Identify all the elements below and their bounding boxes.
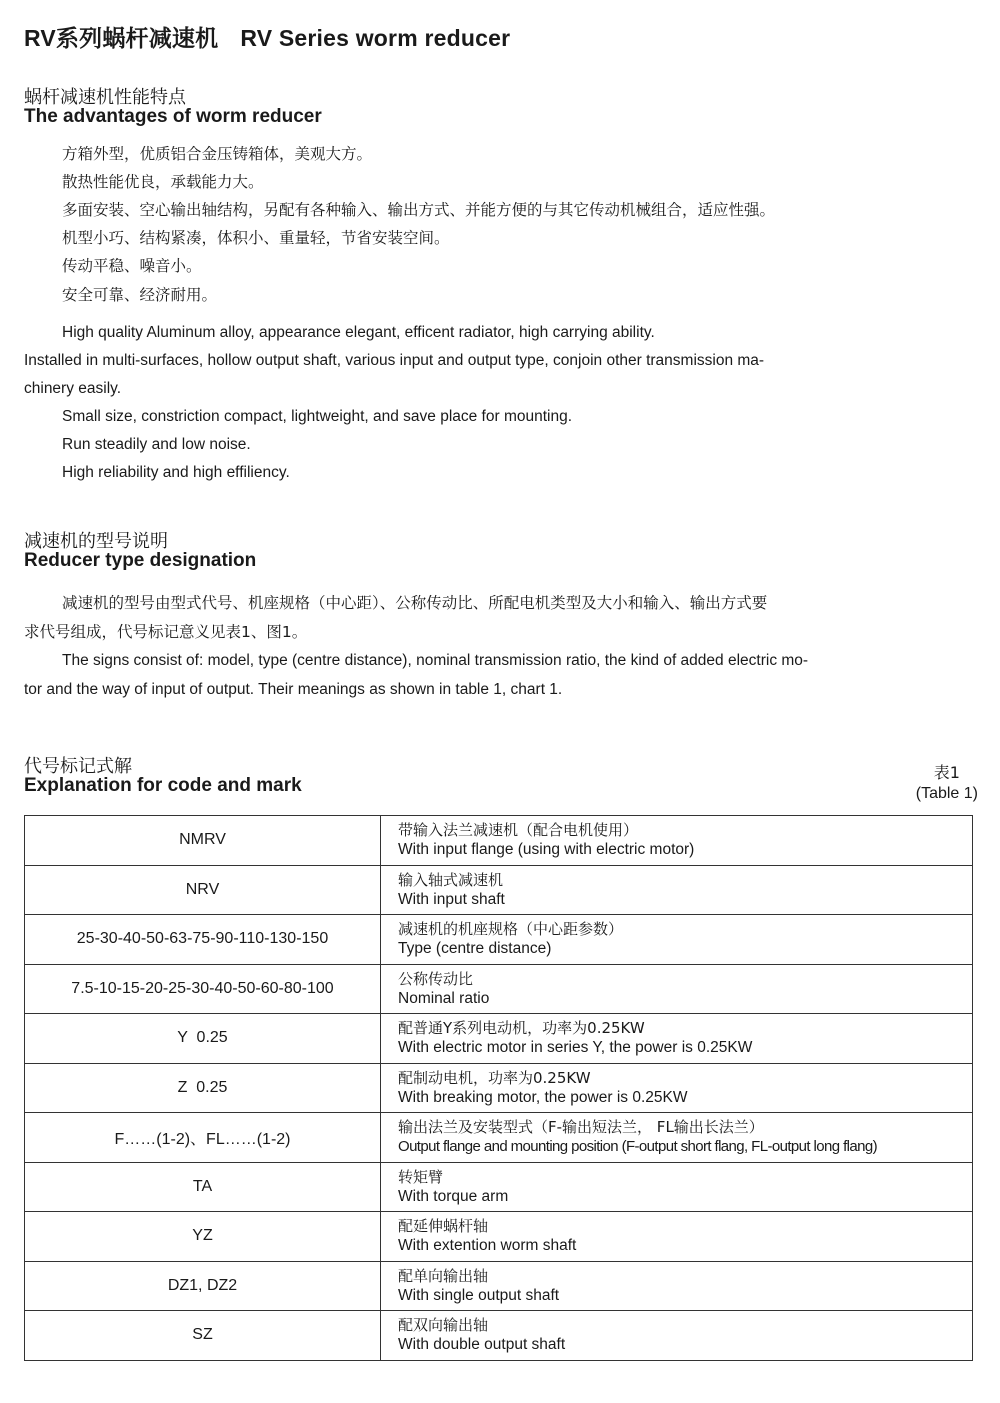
- description-zh: 转矩臂: [398, 1167, 444, 1186]
- advantage-zh-line: 机型小巧、结构紧凑，体积小、重量轻，节省安装空间。: [62, 229, 450, 247]
- advantage-en-line: High quality Aluminum alloy, appearance elegant, efficent radiator, high carrying ability.: [62, 324, 655, 341]
- code-cell: DZ1, DZ2: [25, 1261, 381, 1311]
- code-cell: YZ: [25, 1212, 381, 1262]
- description-en: Type (centre distance): [398, 940, 552, 958]
- advantage-zh-line: 方箱外型，优质铝合金压铸箱体，美观大方。: [62, 145, 373, 163]
- table-label-zh: 表1: [933, 763, 960, 782]
- advantage-zh-line: 散热性能优良，承载能力大。: [62, 173, 264, 191]
- description-cell: [381, 915, 973, 965]
- designation-en-line: The signs consist of: model, type (centre distance), nominal transmission ratio, the kind of added electric mo-: [62, 652, 809, 669]
- table-row: [25, 1162, 973, 1212]
- page-title: [24, 20, 510, 53]
- advantage-en-line: Run steadily and low noise.: [62, 436, 251, 453]
- description-zh: 配延伸蜗杆轴: [398, 1217, 489, 1236]
- advantage-en-line: chinery easily.: [24, 380, 122, 397]
- table-row: [25, 1063, 973, 1113]
- advantages-heading-en: The advantages of worm reducer: [24, 106, 322, 127]
- advantage-zh-line: 传动平稳、噪音小。: [62, 257, 202, 275]
- advantages-heading-zh: 蜗杆减速机性能特点: [24, 87, 186, 108]
- advantage-en-line: Installed in multi-surfaces, hollow output shaft, various input and output type, conjoin other transmission ma-: [24, 352, 765, 369]
- page-title-en: RV Series worm reducer: [240, 25, 511, 51]
- description-en: With single output shaft: [398, 1286, 560, 1304]
- code-cell: Z 0.25: [25, 1063, 381, 1113]
- description-zh: 配单向输出轴: [398, 1266, 489, 1285]
- description-cell: [381, 1261, 973, 1311]
- description-zh: 配制动电机，功率为0.25KW: [398, 1068, 591, 1087]
- designation-zh-line: 求代号组成，代号标记意义见表1、图1。: [24, 623, 308, 641]
- description-zh: 减速机的机座规格（中心距参数）: [398, 920, 624, 939]
- designation-en-line: tor and the way of input of output. Their meanings as shown in table 1, chart 1.: [24, 681, 563, 698]
- table-row: [25, 816, 973, 866]
- code-cell: Y 0.25: [25, 1014, 381, 1064]
- description-en: With torque arm: [398, 1187, 509, 1205]
- advantage-zh-line: 安全可靠、经济耐用。: [62, 286, 218, 304]
- page-title-zh: RV系列蜗杆减速机: [24, 25, 219, 51]
- table-row: [25, 1311, 973, 1361]
- description-en: Output flange and mounting position (F-output short flang, FL-output long flang): [398, 1138, 877, 1156]
- description-cell: [381, 816, 973, 866]
- description-cell: [381, 1162, 973, 1212]
- advantage-en-line: Small size, constriction compact, lightweight, and save place for mounting.: [62, 408, 573, 425]
- advantage-en-line: High reliability and high effiliency.: [62, 464, 290, 481]
- description-cell: [381, 1014, 973, 1064]
- description-en: Nominal ratio: [398, 989, 490, 1007]
- explanation-heading-en: Explanation for code and mark: [24, 775, 302, 796]
- table-row: [25, 1113, 973, 1163]
- table-row: [25, 1261, 973, 1311]
- description-en: With breaking motor, the power is 0.25KW: [398, 1088, 688, 1106]
- description-zh: 输入轴式减速机: [398, 870, 504, 889]
- description-cell: [381, 1311, 973, 1361]
- table-row: [25, 964, 973, 1014]
- description-zh: 输出法兰及安装型式（F-输出短法兰， FL输出长法兰）: [398, 1118, 764, 1137]
- designation-zh-line: 减速机的型号由型式代号、机座规格（中心距）、公称传动比、所配电机类型及大小和输入、输出方式要: [62, 594, 768, 612]
- designation-heading-en: Reducer type designation: [24, 550, 257, 571]
- table-row: [25, 1212, 973, 1262]
- code-cell: 7.5-10-15-20-25-30-40-50-60-80-100: [25, 964, 381, 1014]
- designation-heading-zh: 减速机的型号说明: [24, 531, 168, 552]
- table-row: [25, 1014, 973, 1064]
- code-cell: NMRV: [25, 816, 381, 866]
- description-en: With electric motor in series Y, the power is 0.25KW: [398, 1039, 753, 1057]
- code-cell: 25-30-40-50-63-75-90-110-130-150: [25, 915, 381, 965]
- description-en: With double output shaft: [398, 1336, 566, 1354]
- description-zh: 配双向输出轴: [398, 1316, 489, 1335]
- table-row: [25, 915, 973, 965]
- code-cell: TA: [25, 1162, 381, 1212]
- description-cell: [381, 964, 973, 1014]
- description-en: With input shaft: [398, 890, 505, 908]
- description-zh: 配普通Y系列电动机，功率为0.25KW: [398, 1019, 645, 1038]
- description-cell: [381, 1212, 973, 1262]
- description-cell: [381, 1063, 973, 1113]
- description-zh: 带输入法兰减速机（配合电机使用）: [398, 821, 639, 840]
- code-table: [24, 815, 973, 1361]
- code-cell: NRV: [25, 865, 381, 915]
- description-en: With extention worm shaft: [398, 1237, 577, 1255]
- advantage-zh-line: 多面安装、空心输出轴结构，另配有各种输入、输出方式、并能方便的与其它传动机械组合，适应性强。: [62, 201, 776, 219]
- description-cell: [381, 1113, 973, 1163]
- code-cell: SZ: [25, 1311, 381, 1361]
- description-en: With input flange (using with electric motor): [398, 841, 695, 859]
- code-cell: F……(1-2)、FL……(1-2): [25, 1113, 381, 1163]
- table-label-en: (Table 1): [915, 785, 978, 802]
- description-zh: 公称传动比: [398, 969, 474, 988]
- table-label: [916, 762, 978, 804]
- table-row: [25, 865, 973, 915]
- description-cell: [381, 865, 973, 915]
- explanation-heading-zh: 代号标记式解: [24, 756, 132, 777]
